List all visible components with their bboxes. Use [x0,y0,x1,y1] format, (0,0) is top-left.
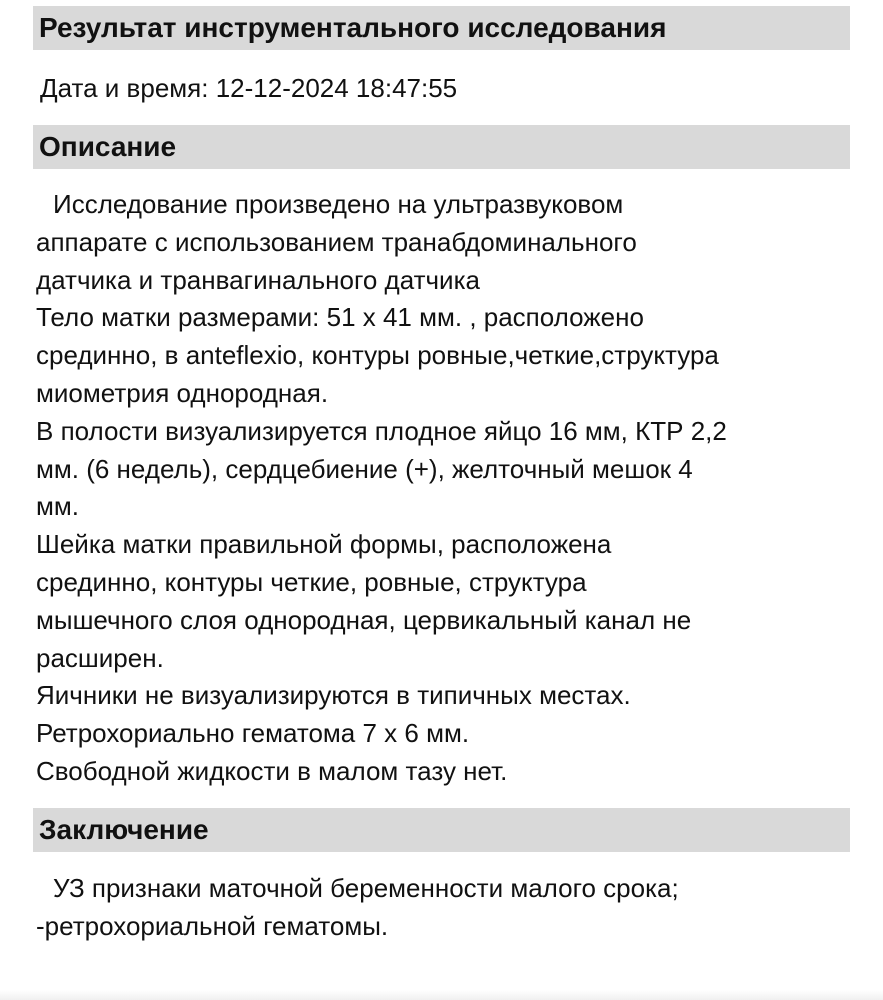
conclusion-heading: Заключение [33,808,850,852]
description-line: Шейка матки правильной формы, расположена [36,529,612,560]
conclusion-line: УЗ признаки маточной беременности малого срока; [53,873,679,903]
description-heading: Описание [33,125,850,169]
description-line: Исследование произведено на ультразвуковом [53,189,624,219]
description-line: миометрия однородная. [36,377,329,408]
datetime-label: Дата и время: [40,73,209,103]
description-line: В полости визуализируется плодное яйцо 16 мм, КТР 2,2 [36,415,727,446]
description-line: Тело матки размерами: 51 х 41 мм. , расположено [36,302,644,333]
description-line: мм. (6 недель), сердцебиение (+), желточный мешок 4 [36,453,693,484]
bottom-edge [0,990,883,1000]
description-line: срединно, в anteflexio, контуры ровные,четкие,структура [36,340,719,371]
description-line: мышечного слоя однородная, цервикальный канал не [36,604,692,635]
description-line: Яичники не визуализируются в типичных местах. [36,680,631,711]
description-text [36,186,851,791]
report-title: Результат инструментального исследования [33,6,850,50]
description-line: аппарате с использованием транабдоминального [36,226,637,257]
description-line: Свободной жидкости в малом тазу нет. [36,755,508,786]
conclusion-line: -ретрохориальной гематомы. [36,910,389,941]
description-line: датчика и транвагинального датчика [36,264,480,295]
datetime-row [40,70,457,106]
datetime-value: 12-12-2024 18:47:55 [215,73,458,103]
description-line: мм. [36,491,79,522]
description-line: срединно, контуры четкие, ровные, структура [36,566,587,597]
conclusion-text [36,870,851,946]
description-line: расширен. [36,642,164,673]
description-line: Ретрохориально гематома 7 х 6 мм. [36,718,470,749]
